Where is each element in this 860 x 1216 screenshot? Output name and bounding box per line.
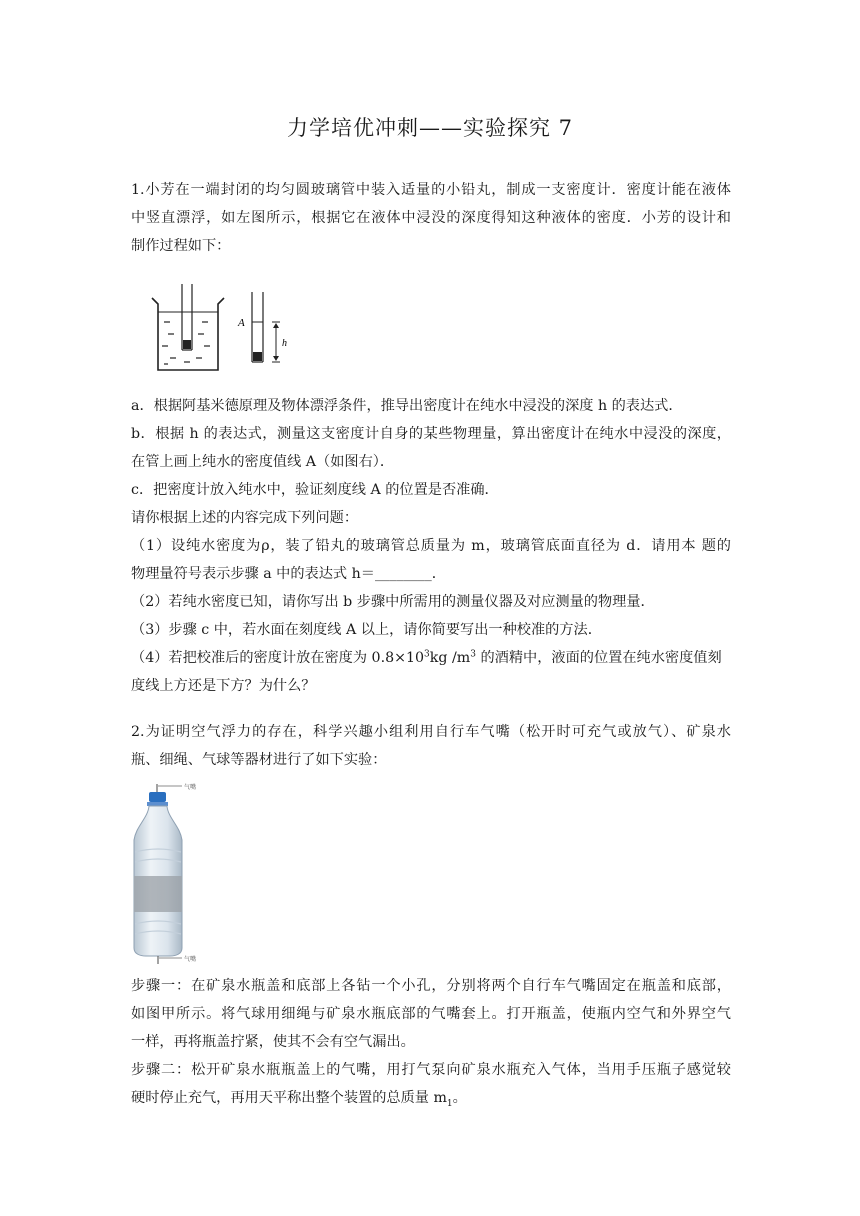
q1-prompt: 请你根据上述的内容完成下列问题： [131,510,359,526]
q2-intro [131,718,731,774]
label-shine [134,876,182,912]
q1-intro-line: 制作过程如下： [131,238,231,254]
q1-step-c: c．把密度计放入纯水中，验证刻度线 A 的位置是否准确． [131,482,499,498]
q2-intro-line: 2.为证明空气浮力的存在，科学兴趣小组利用自行车气嘴（松开时可充气或放气）、矿泉水 [131,724,731,740]
bottle-figure [130,778,210,964]
top-valve-label: 气嘴 [184,784,197,791]
q1-intro-line: 中竖直漂浮，如左图所示，根据它在液体中浸没的深度得知这种液体的密度．小芳的设计和 [131,210,731,226]
q1-question-4-cont: 度线上方还是下方？为什么？ [131,678,316,694]
q1-step-b-cont: 在管上画上纯水的密度值线 A（如图右）． [131,454,395,470]
lead-shot-2 [253,352,262,361]
step2-text: 硬时停止充气，再用天平称出整个装置的总质量 m [131,1090,447,1106]
q2-intro-line: 瓶、细绳、气球等器材进行了如下实验： [131,752,387,768]
lead-shot [183,340,191,349]
q4-unit-exponent: 3 [470,649,476,660]
cap-ring [147,802,168,806]
bottom-valve-label: 气嘴 [184,956,197,963]
q2-steps [131,972,731,1112]
bottle-cap [149,792,166,802]
q1-step-a: a．根据阿基米德原理及物体漂浮条件，推导出密度计在纯水中浸没的深度 h 的表达式． [131,398,683,414]
q2-step1-line: 如图甲所示。将气球用细绳与矿泉水瓶底部的气嘴套上。打开瓶盖，使瓶内空气和外界空气 [131,1006,731,1022]
page-title: 力学培优冲刺——实验探究 7 [286,116,574,140]
q1-steps [131,392,731,700]
q2-step2-line: 步骤二：松开矿泉水瓶瓶盖上的气嘴，用打气泵向矿泉水瓶充入气体，当用手压瓶子感觉较 [131,1062,731,1078]
m-subscript: 1 [446,1098,453,1109]
q4-unit: kg /m [429,650,471,666]
q2-step1-line: 一样，再将瓶盖拧紧，使其不会有空气漏出。 [131,1034,415,1050]
q2-step2-line-2 [131,1084,731,1112]
q1-intro [131,176,731,260]
q1-question-4 [131,644,731,672]
label-A: A [238,317,245,329]
step2-period: 。 [452,1090,467,1106]
q1-question-1: （1）设纯水密度为ρ，装了铅丸的玻璃管总质量为 m，玻璃管底面直径为 d．请用本 题的 [131,538,731,554]
q4-exponent: 3 [424,649,430,660]
h-arrow-head-up [273,323,279,328]
q1-question-1-cont: 物理量符号表示步骤 a 中的表达式 h＝________． [131,566,446,582]
q4-text-after: 的酒精中，液面的位置在纯水密度值刻 [475,650,722,666]
q4-text: （4）若把校准后的密度计放在密度为 0.8×10 [131,650,425,666]
densimeter-figure [150,282,310,377]
q1-intro-line: 1.小芳在一端封闭的均匀圆玻璃管中装入适量的小铅丸，制成一支密度计．密度计能在液体 [131,182,731,198]
q1-step-b: b．根据 h 的表达式，测量这支密度计自身的某些物理量，算出密度计在纯水中浸没的深度， [131,426,731,442]
label-h: h [282,338,287,349]
q1-question-3: （3）步骤 c 中，若水面在刻度线 A 以上，请你简要写出一种校准的方法． [131,622,602,638]
beaker-outline [152,298,224,370]
q1-question-2: （2）若纯水密度已知，请你写出 b 步骤中所需用的测量仪器及对应测量的物理量． [131,594,655,610]
q2-step1-line: 步骤一：在矿泉水瓶盖和底部上各钻一个小孔，分别将两个自行车气嘴固定在瓶盖和底部， [131,978,731,994]
h-arrow-head-down [273,356,279,361]
